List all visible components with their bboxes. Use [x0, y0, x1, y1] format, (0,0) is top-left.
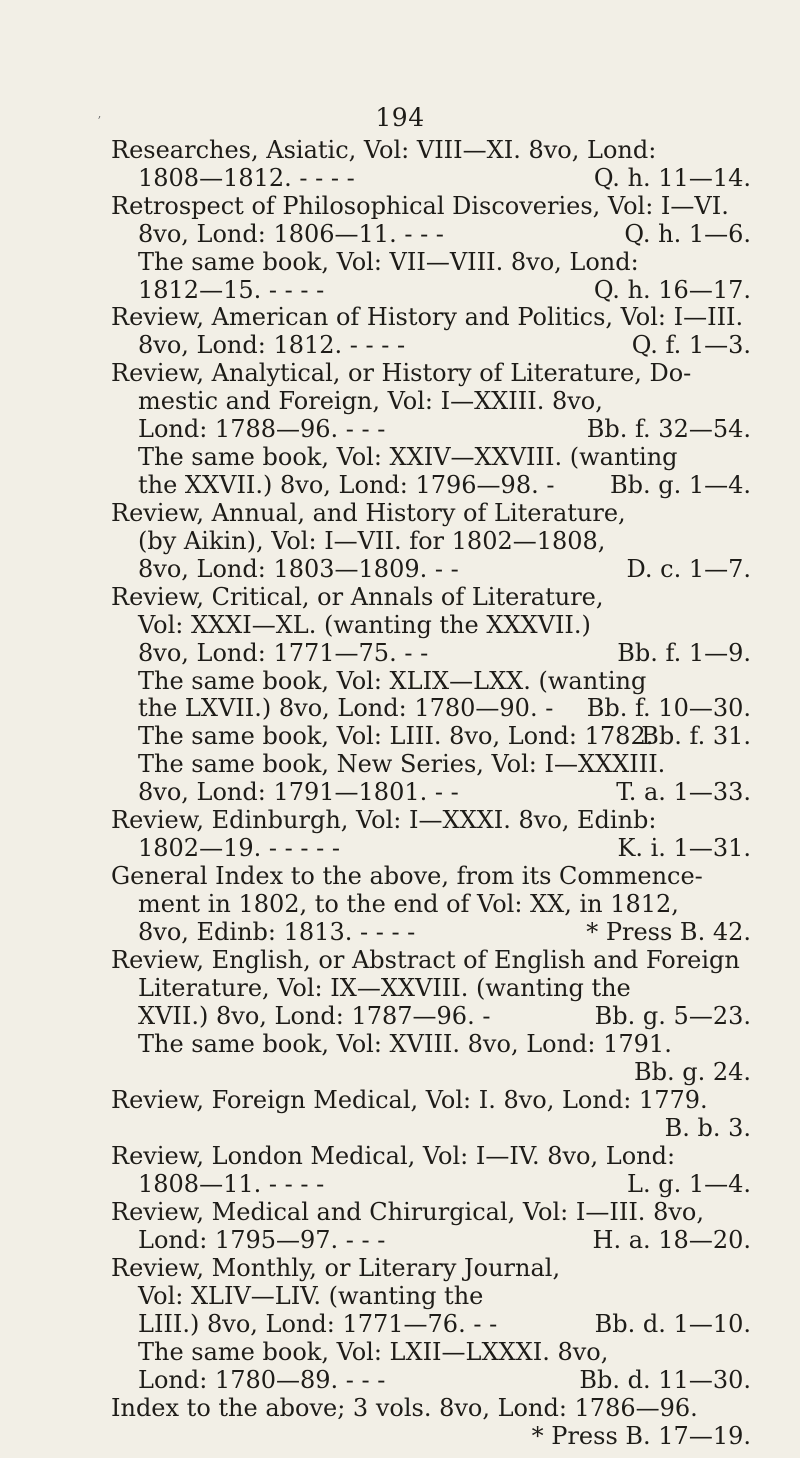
entry-text: The same book, Vol: XXIV—XXVIII. (wanting: [138, 443, 678, 471]
entry-text: the XXVII.) 8vo, Lond: 1796—98. -: [138, 471, 555, 499]
shelf-mark: Bb. g. 1—4.: [609, 471, 751, 499]
shelf-mark: Bb. d. 11—30.: [579, 1366, 751, 1394]
shelf-mark: Q. f. 1—3.: [631, 331, 751, 359]
entry-text: 1802—19. - - - - -: [138, 834, 340, 862]
shelf-mark: Bb. f. 31.: [641, 722, 751, 750]
entry-text: 8vo, Lond: 1806—11. - - -: [138, 220, 444, 248]
entry-text: Index to the above; 3 vols. 8vo, Lond: 1786—96.: [111, 1394, 698, 1422]
entry-text: The same book, Vol: LXII—LXXXI. 8vo,: [138, 1338, 609, 1366]
shelf-mark: * Press B. 17—19.: [531, 1422, 751, 1450]
entry-text: 8vo, Edinb: 1813. - - - -: [138, 918, 416, 946]
entry-text: the LXVII.) 8vo, Lond: 1780—90. -: [138, 694, 554, 722]
shelf-mark: Q. h. 1—6.: [624, 220, 751, 248]
entry-text: Review, Foreign Medical, Vol: I. 8vo, Lond: 1779.: [111, 1086, 708, 1114]
entry-text: Researches, Asiatic, Vol: VIII—XI. 8vo, Lond:: [111, 136, 657, 164]
entry-text: 8vo, Lond: 1791—1801. - -: [138, 778, 459, 806]
entry-text: (by Aikin), Vol: I—VII. for 1802—1808,: [138, 527, 606, 555]
shelf-mark: L. g. 1—4.: [627, 1170, 751, 1198]
shelf-mark: H. a. 18—20.: [592, 1226, 751, 1254]
entry-line: [138, 1419, 751, 1453]
entry-text: Review, Critical, or Annals of Literature,: [111, 583, 604, 611]
entry-text: Review, English, or Abstract of English and Foreign: [111, 946, 740, 974]
shelf-mark: T. a. 1—33.: [616, 778, 751, 806]
shelf-mark: * Press B. 42.: [586, 918, 751, 946]
entry-text: The same book, Vol: LIII. 8vo, Lond: 1782.: [138, 722, 654, 750]
entry-text: 8vo, Lond: 1803—1809. - -: [138, 555, 459, 583]
entry-text: The same book, New Series, Vol: I—XXXIII.: [138, 750, 666, 778]
entry-text: XVII.) 8vo, Lond: 1787—96. -: [138, 1002, 491, 1030]
entry-text: 1808—1812. - - - -: [138, 164, 355, 192]
entry-text: The same book, Vol: XVIII. 8vo, Lond: 1791.: [138, 1030, 672, 1058]
entry-text: 8vo, Lond: 1812. - - - -: [138, 331, 406, 359]
entry-text: The same book, Vol: XLIX—LXX. (wanting: [138, 667, 647, 695]
entry-text: Review, Monthly, or Literary Journal,: [111, 1254, 561, 1282]
shelf-mark: Q. h. 16—17.: [593, 276, 751, 304]
entry-text: Lond: 1788—96. - - -: [138, 415, 386, 443]
shelf-mark: Bb. g. 5—23.: [594, 1002, 751, 1030]
entry-text: ment in 1802, to the end of Vol: XX, in 1812,: [138, 890, 679, 918]
entry-text: General Index to the above, from its Commence-: [111, 862, 703, 890]
entry-text: 1808—11. - - - -: [138, 1170, 325, 1198]
page-number: 194: [375, 103, 425, 132]
shelf-mark: Bb. f. 10—30.: [586, 694, 751, 722]
entry-text: Vol: XXXI—XL. (wanting the XXXVII.): [138, 611, 591, 639]
entry-text: Review, Medical and Chirurgical, Vol: I—III. 8vo,: [111, 1198, 704, 1226]
entry-text: mestic and Foreign, Vol: I—XXIII. 8vo,: [138, 387, 603, 415]
entry-text: Review, Annual, and History of Literature,: [111, 499, 626, 527]
entry-text: Review, Edinburgh, Vol: I—XXXI. 8vo, Edinb:: [111, 806, 657, 834]
entry-text: Retrospect of Philosophical Discoveries, Vol: I—VI.: [111, 192, 729, 220]
entry-text: Review, Analytical, or History of Literature, Do-: [111, 359, 692, 387]
shelf-mark: D. c. 1—7.: [626, 555, 751, 583]
entry-text: 8vo, Lond: 1771—75. - -: [138, 639, 429, 667]
entry-text: The same book, Vol: VII—VIII. 8vo, Lond:: [138, 248, 639, 276]
entry-text: Lond: 1795—97. - - -: [138, 1226, 386, 1254]
shelf-mark: K. i. 1—31.: [617, 834, 751, 862]
entry-text: Review, American of History and Politics, Vol: I—III.: [111, 303, 744, 331]
entry-text: Vol: XLIV—LIV. (wanting the: [138, 1282, 484, 1310]
shelf-mark: Q. h. 11—14.: [593, 164, 751, 192]
entry-text: 1812—15. - - - -: [138, 276, 325, 304]
shelf-mark: Bb. g. 24.: [633, 1058, 751, 1086]
shelf-mark: Bb. f. 32—54.: [586, 415, 751, 443]
entry-text: Lond: 1780—89. - - -: [138, 1366, 386, 1394]
entry-text: Literature, Vol: IX—XXVIII. (wanting the: [138, 974, 631, 1002]
margin-tick-icon: ʼ: [97, 114, 101, 128]
entry-text: LIII.) 8vo, Lond: 1771—76. - -: [138, 1310, 498, 1338]
shelf-mark: Bb. d. 1—10.: [594, 1310, 751, 1338]
shelf-mark: Bb. f. 1—9.: [617, 639, 751, 667]
entry-text: Review, London Medical, Vol: I—IV. 8vo, Lond:: [111, 1142, 676, 1170]
shelf-mark: B. b. 3.: [664, 1114, 751, 1142]
